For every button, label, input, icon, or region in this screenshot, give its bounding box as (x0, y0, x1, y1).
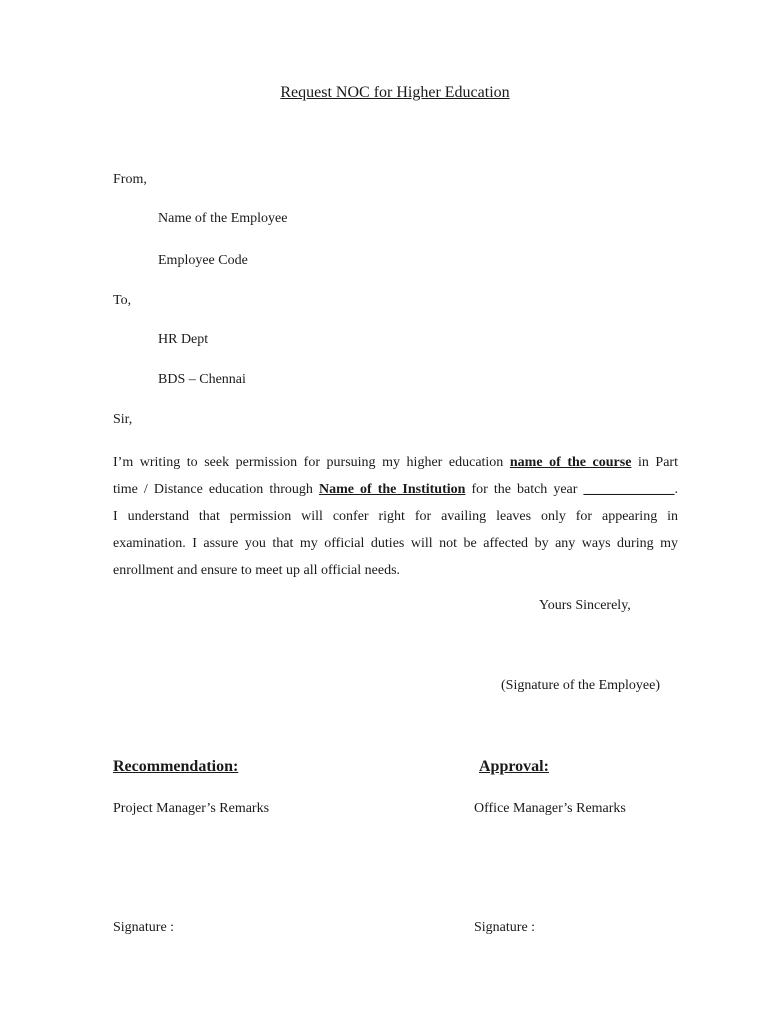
body-text: time / Distance education through (113, 482, 313, 497)
body-line-2 (113, 476, 678, 503)
salutation: Sir, (113, 412, 133, 427)
institution-placeholder: Name of the Institution (318, 482, 466, 497)
office-manager-remarks: Office Manager’s Remarks (474, 801, 626, 816)
body-line-4: examination. I assure you that my official duties will not be affected by any ways during my (113, 536, 678, 551)
body-line-3: I understand that permission will confer right for availing leaves only for appearing in (113, 509, 678, 524)
to-location: BDS – Chennai (158, 372, 246, 387)
from-label: From, (113, 172, 147, 187)
recommendation-signature: Signature : (113, 920, 175, 935)
from-employee-code: Employee Code (158, 253, 248, 268)
to-hr-dept: HR Dept (158, 332, 209, 347)
closing: Yours Sincerely, (539, 598, 631, 613)
recommendation-heading: Recommendation: (113, 758, 239, 775)
batch-year-blank: _____________ (583, 482, 675, 497)
project-manager-remarks: Project Manager’s Remarks (113, 801, 270, 816)
body-text: for the batch year (471, 482, 578, 497)
approval-heading: Approval: (479, 758, 549, 775)
document-title: Request NOC for Higher Education (280, 84, 510, 101)
body-text: . (674, 482, 678, 497)
body-text: I’m writing to seek permission for pursuing my higher education (113, 455, 504, 470)
body-line-5: enrollment and ensure to meet up all official needs. (113, 563, 401, 578)
approval-signature: Signature : (474, 920, 536, 935)
body-text: in Part (637, 455, 678, 470)
employee-signature-label: (Signature of the Employee) (501, 678, 661, 693)
body-line-1 (113, 449, 678, 476)
course-placeholder: name of the course (509, 455, 632, 470)
body-paragraph (113, 449, 678, 584)
from-employee-name: Name of the Employee (158, 211, 288, 226)
to-label: To, (113, 293, 132, 308)
